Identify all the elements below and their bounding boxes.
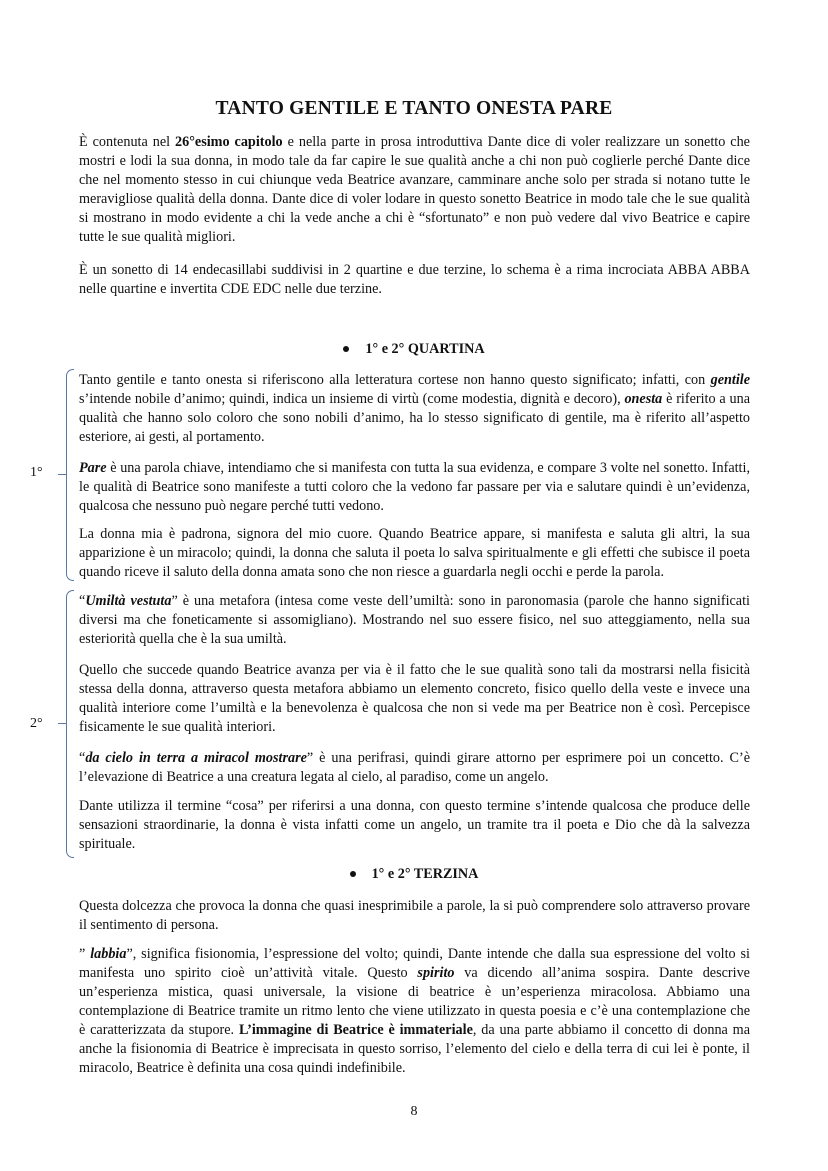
bold-italic-text: spirito	[417, 965, 455, 981]
text-run: “	[79, 750, 86, 766]
text-run: va dicendo all’anima sospira. Dante descrive un’esperienza mistica, quasi universale, la visione di beatrice è un’esperienza miracolosa. Abbiamo una contemplazione di Beatrice tramite un ritmo lento che viene utilizzato in questa poesia e c’è una contemplazione che è caratterizzata da stupore.	[79, 965, 750, 1038]
quartina-paragraph-3: La donna mia è padrona, signora del mio cuore. Quando Beatrice appare, si manifesta e saluta gli altri, la sua apparizione è un miracolo; quindi, la donna che saluta il poeta lo salva spiritualmente e gli effetti che subisce il poeta quando riceve il saluto della donna amata sono che non riesce a guardarla negli occhi e perde la parola.	[79, 526, 750, 580]
bold-text: 26°esimo capitolo	[175, 134, 283, 150]
heading-text: 1° e 2° TERZINA	[371, 866, 479, 882]
page-title: TANTO GENTILE E TANTO ONESTA PARE	[215, 98, 613, 119]
quartina-paragraph-7: Dante utilizza il termine “cosa” per riferirsi a una donna, con questo termine s’intende qualcosa che produce delle sensazioni straordinarie, la donna è vista infatti come un angelo, un tramite tra il poeta e Dio che dà la salvezza spirituale.	[79, 798, 750, 852]
side-label-second: 2°	[30, 716, 43, 731]
bold-text: L’immagine di Beatrice è immateriale	[238, 1022, 473, 1038]
side-label-first: 1°	[30, 465, 43, 480]
heading-text: 1° e 2° QUARTINA	[365, 341, 485, 357]
text-run: È contenuta nel	[79, 134, 176, 150]
text-run: s’intende nobile d’animo; quindi, indica un insieme di virtù (come modestia, dignità e decoro),	[79, 391, 625, 407]
text-run: ”, significa fisionomia, l’espressione del volto; quindi, Dante intende che dalla sua espressione del volto si manifesta uno spirito cioè un’attività vitale. Questo	[79, 946, 750, 981]
terzina-paragraph-2	[79, 945, 750, 1078]
text-run: ” è una perifrasi, quindi girare attorno per esprimere poi un concetto. C’è l’elevazione di Beatrice a una creatura legata al cielo, al paradiso, come un angelo.	[79, 750, 750, 785]
bullet-icon	[350, 871, 356, 877]
quartina-paragraph-1	[79, 371, 750, 447]
quartina-paragraph-4	[79, 592, 750, 649]
bold-italic-text: Umiltà vestuta	[85, 593, 172, 609]
bracket-tip	[58, 474, 66, 475]
intro-paragraph-1	[79, 133, 750, 247]
text-run: e nella parte in prosa introduttiva Dante dice di voler realizzare un sonetto che mostri e lodi la sua donna, in modo tale da far capire le sue qualità anche a chi non può coglierle perché Dante dice che nel momento stesso in cui chiunque veda Beatrice avanzare, camminare anche solo per strada si notano tutte le meravigliose qualità della donna. Dante dice di voler lodare in questo sonetto Beatrice in modo tale che le sue qualità si mostrano in modo evidente a chi la vede anche a chi è “sfortunato” e non può vedere dal vivo Beatrice e capire tutte le sue qualità migliori.	[79, 134, 750, 245]
bracket-quartina-2	[66, 590, 74, 858]
text-run: , da una parte abbiamo il concetto di donna ma anche la fisionomia di Beatrice è imprecisata in questo sorriso, l’elemento del cielo e della terra di cui lei è ponte, il miracolo, Beatrice è definita una cosa quindi indefinibile.	[79, 1022, 751, 1076]
section-heading-quartine	[0, 341, 828, 358]
bullet-icon	[343, 346, 349, 352]
text-run: ”	[79, 946, 91, 962]
quartina-paragraph-2	[79, 459, 750, 516]
text-run: ” è una metafora (intesa come veste dell’umiltà: sono in paronomasia (parole che hanno significati diversi ma che foneticamente si assomigliano). Mostrando nel suo essere fisico, nel suo atteggiamento, nella sua esteriorità quella che è la sua umiltà.	[79, 593, 750, 647]
quartina-paragraph-5: Quello che succede quando Beatrice avanza per via è il fatto che le sue qualità sono tali da mostrarsi nella fisicità stessa della donna, attraverso questa metafora abbiamo un elemento concreto, fisico quello della veste e invece una qualità interiore come l’umiltà e la benevolenza è qualcosa che non si vede ma per Beatrice non è così. Percepisce fisicamente le sue qualità interiori.	[79, 662, 750, 735]
text-run: è riferito a una qualità che hanno solo coloro che sono nobili d’animo, ha lo stesso significato di gentile, ma è riferito all’aspetto esteriore, ai gesti, al portamento.	[79, 391, 750, 445]
text-run: Tanto gentile e tanto onesta si riferiscono alla letteratura cortese non hanno questo significato; infatti, con	[79, 372, 711, 388]
bracket-tip	[58, 723, 66, 724]
section-heading-terzine	[0, 866, 828, 883]
bold-italic-text: Pare	[79, 460, 107, 476]
text-run: “	[79, 593, 86, 609]
bold-italic-text: da cielo in terra a miracol mostrare	[85, 750, 307, 766]
intro-paragraph-2: È un sonetto di 14 endecasillabi suddivisi in 2 quartine e due terzine, lo schema è a rima incrociata ABBA ABBA nelle quartine e invertita CDE EDC nelle due terzine.	[79, 262, 750, 297]
bold-italic-text: gentile	[710, 372, 750, 388]
text-run: è una parola chiave, intendiamo che si manifesta con tutta la sua evidenza, e compare 3 volte nel sonetto. Infatti, le qualità di Beatrice sono manifeste a tutti coloro che la vedono far passare per via e salutare quindi è un’evidenza, qualcosa che nessuno può negare perché tutti vedono.	[79, 460, 750, 514]
bold-italic-text: labbia	[90, 946, 127, 962]
bracket-quartina-1	[66, 369, 74, 581]
terzina-paragraph-1: Questa dolcezza che provoca la donna che quasi inesprimibile a parole, la si può comprendere solo attraverso provare il sentimento di persona.	[79, 898, 750, 933]
bold-italic-text: onesta	[624, 391, 663, 407]
quartina-paragraph-6	[79, 749, 750, 787]
page-number: 8	[410, 1104, 418, 1119]
